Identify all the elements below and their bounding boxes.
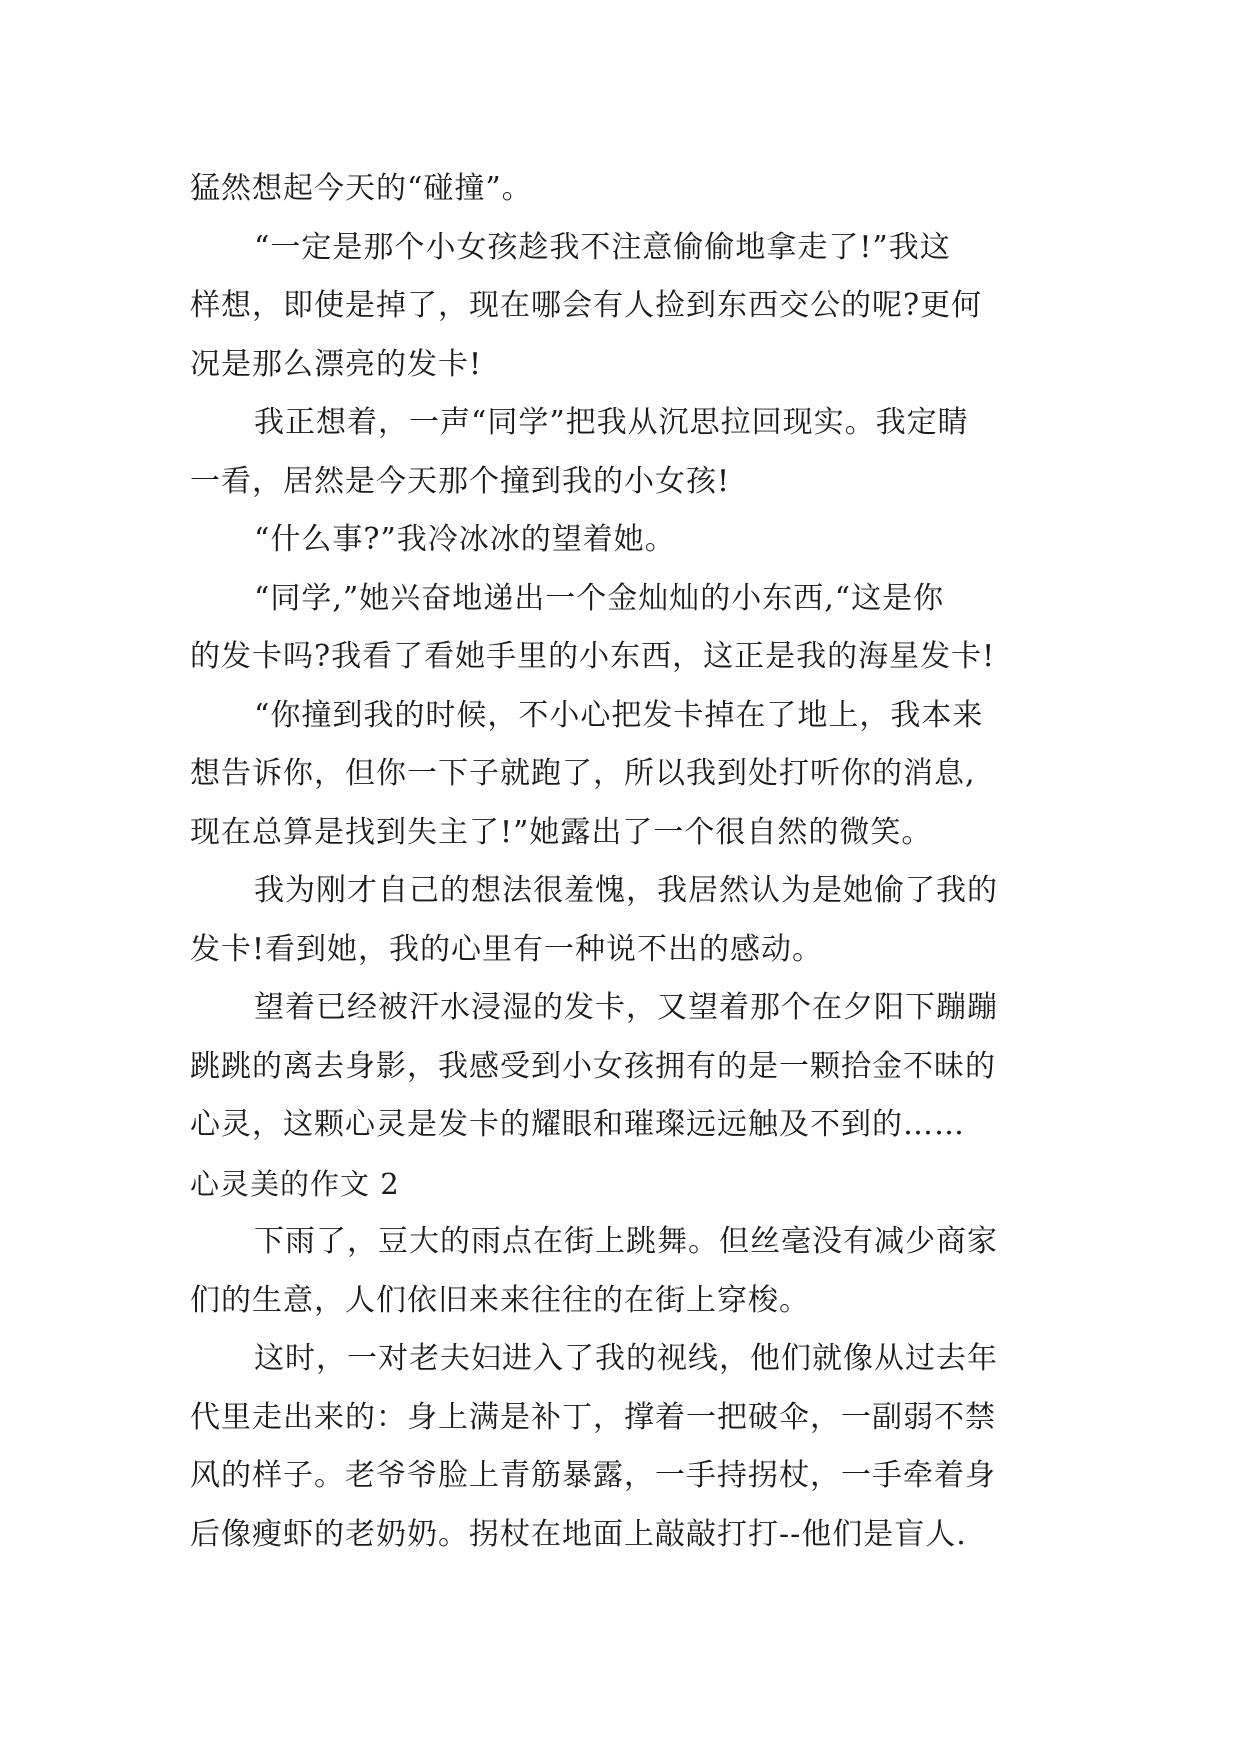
text-line: 一看，居然是今天那个撞到我的小女孩! xyxy=(190,463,731,499)
text-line: 后像瘦虾的老奶奶。拐杖在地面上敲敲打打--他们是盲人. xyxy=(190,1516,967,1552)
text-line: 发卡!看到她，我的心里有一种说不出的感动。 xyxy=(190,931,824,967)
text-line: 代里走出来的：身上满是补丁，撑着一把破伞，一副弱不禁 xyxy=(190,1399,996,1435)
text-line: 跳跳的离去身影，我感受到小女孩拥有的是一颗拾金不昧的 xyxy=(190,1048,996,1084)
text-line: 猛然想起今天的“碰撞”。 xyxy=(190,171,533,206)
text-line: 这时，一对老夫妇进入了我的视线，他们就像从过去年 xyxy=(254,1341,998,1376)
text-line: 的发卡吗?我看了看她手里的小东西，这正是我的海星发卡! xyxy=(190,639,996,674)
text-line: 样想，即使是掉了，现在哪会有人捡到东西交公的呢?更何 xyxy=(190,288,983,323)
text-line: 望着已经被汗水浸湿的发卡，又望着那个在夕阳下蹦蹦 xyxy=(254,990,998,1025)
text-line: “同学,”她兴奋地递出一个金灿灿的小东西,“这是你 xyxy=(254,580,945,616)
text-line: 风的样子。老爷爷脸上青筋暴露，一手持拐杖，一手牵着身 xyxy=(190,1458,996,1493)
text-line: 我正想着，一声“同学”把我从沉思拉回现实。我定睛 xyxy=(254,405,969,440)
text-line: 下雨了，豆大的雨点在街上跳舞。但丝毫没有减少商家 xyxy=(254,1224,998,1259)
document-body xyxy=(190,160,1060,1564)
text-line: 我为刚才自己的想法很羞愧，我居然认为是她偷了我的 xyxy=(254,873,998,908)
text-line: “什么事?”我冷冰冰的望着她。 xyxy=(254,522,676,557)
text-line: 况是那么漂亮的发卡! xyxy=(190,346,483,382)
text-line: 心灵，这颗心灵是发卡的耀眼和璀璨远远触及不到的…… xyxy=(190,1107,965,1142)
text-line: “一定是那个小女孩趁我不注意偷偷地拿走了!”我这 xyxy=(254,229,951,265)
section-heading: 心灵美的作文 2 xyxy=(190,1166,400,1201)
text-line: “你撞到我的时候，不小心把发卡掉在了地上，我本来 xyxy=(254,697,984,733)
text-line: 现在总算是找到失主了!”她露出了一个很自然的微笑。 xyxy=(190,814,933,850)
text-line: 们的生意，人们依旧来来往往的在街上穿梭。 xyxy=(190,1282,810,1318)
text-line: 想告诉你，但你一下子就跑了，所以我到处打听你的消息, xyxy=(190,756,976,791)
